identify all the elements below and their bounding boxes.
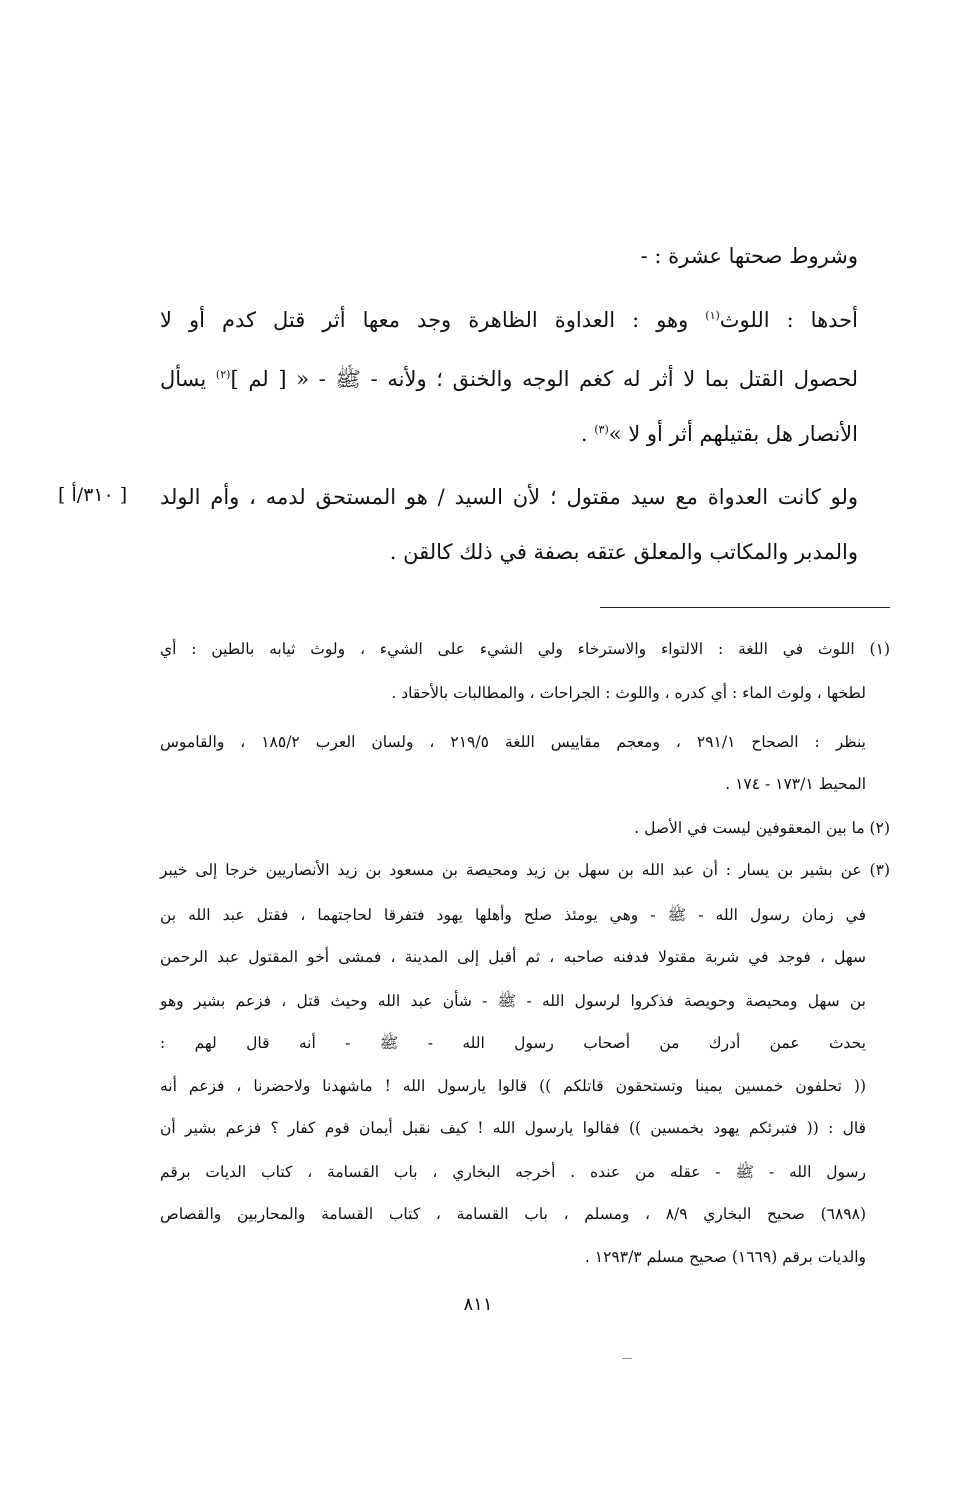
footnote-ref-3: (٣) [594, 423, 609, 436]
footnote-ref-2: (٢) [215, 368, 231, 381]
text-run: وهو : العداوة الظاهرة وجد معها أثر قتل كدم أو لا [160, 308, 706, 332]
text-run: أحدها : اللوث [719, 308, 858, 332]
footnote-3-line-2: في زمان رسول الله - ﷺ - وهي يومئذ صلح وأهلها يهود فتفرقا لحاجتهما ، فقتل عبد الله بن [160, 906, 866, 924]
footnote-3-line-4: بن سهل ومحيصة وحويصة فذكروا لرسول الله - ﷺ - شأن عبد الله وحيث قتل ، فزعم بشير وهو [160, 992, 866, 1010]
conditions-intro: وشروط صحتها عشرة : - [640, 244, 858, 268]
text-run: يسأل [160, 367, 216, 391]
paragraph-1-line-3 [581, 422, 858, 446]
page-number: ٨١١ [463, 1294, 493, 1315]
footnote-1-line-1: (١) اللوث في اللغة : الالتواء والاسترخاء ولي الشيء على الشيء ، ولوث ثيابه بالطين : أي [160, 640, 890, 658]
footnote-1-line-2: لطخها ، ولوث الماء : أي كدره ، واللوث : الجراحات ، والمطالبات بالأحقاد . [391, 684, 866, 702]
footnote-3-line-1: (٣) عن بشير بن يسار : أن عبد الله بن سهل بن زيد ومحيصة بن مسعود بن زيد الأنصاريين خرجا إلى خيبر [160, 861, 890, 879]
footnote-3-line-10: والديات برقم (١٦٦٩) صحيح مسلم ١٢٩٣/٣ . [584, 1248, 866, 1266]
text-run: لحصول القتل بما لا أثر له كغم الوجه والخنق ؛ ولأنه - ﷺ - « [ لم ] [230, 367, 858, 391]
footnote-separator [600, 607, 890, 608]
paragraph-1-line-2 [160, 366, 858, 397]
text-run: . [580, 422, 595, 446]
footnote-3-line-8: رسول الله - ﷺ - عقله من عنده . أخرجه البخاري ، باب القسامة ، كتاب الديات برقم [160, 1163, 866, 1181]
footnote-3-line-9: (٦٨٩٨) صحيح البخاري ٨/٩ ، ومسلم ، باب القسامة ، كتاب القسامة والمحاربين والقصاص [160, 1205, 866, 1223]
footnote-3-line-7: قال : (( فتبرئكم يهود بخمسين )) فقالوا يارسول الله ! كيف نقبل أيمان قوم كفار ؟ فزعم بشير أن [160, 1119, 866, 1137]
text-run: الأنصار هل بقتيلهم أثر أو لا » [608, 422, 858, 446]
paragraph-2-line-2: والمدبر والمكاتب والمعلق عتقه بصفة في ذلك كالقن . [389, 540, 858, 564]
paragraph-2-line-1: ولو كانت العدواة مع سيد مقتول ؛ لأن السيد / هو المستحق لدمه ، وأم الولد [160, 485, 858, 509]
footnote-2: (٢) ما بين المعقوفين ليست في الأصل . [634, 819, 890, 837]
paragraph-1-line-1 [160, 308, 858, 332]
scan-mark [622, 1358, 632, 1359]
footnote-1-line-4: المحيط ١٧٣/١ - ١٧٤ . [725, 775, 866, 793]
footnote-ref-1: (١) [705, 309, 720, 322]
footnote-1-line-3: ينظر : الصحاح ٢٩١/١ ، ومعجم مقاييس اللغة ٢١٩/٥ ، ولسان العرب ١٨٥/٢ ، والقاموس [160, 733, 866, 751]
footnote-3-line-6: (( تحلفون خمسين يمينا وتستحقون قاتلكم )) قالوا يارسول الله ! ماشهدنا ولاحضرنا ، فزعم أنه [160, 1077, 866, 1095]
manuscript-folio-ref: [ ٣١٠/أ ] [58, 484, 128, 506]
footnote-3-line-3: سهل ، فوجد في شربة مقتولا فدفنه صاحبه ، ثم أقبل إلى المدينة ، فمشى أخو المقتول عبد الرحمن [160, 948, 866, 966]
footnote-3-line-5: يحدث عمن أدرك من أصحاب رسول الله - ﷺ - أنه قال لهم : [160, 1034, 866, 1052]
